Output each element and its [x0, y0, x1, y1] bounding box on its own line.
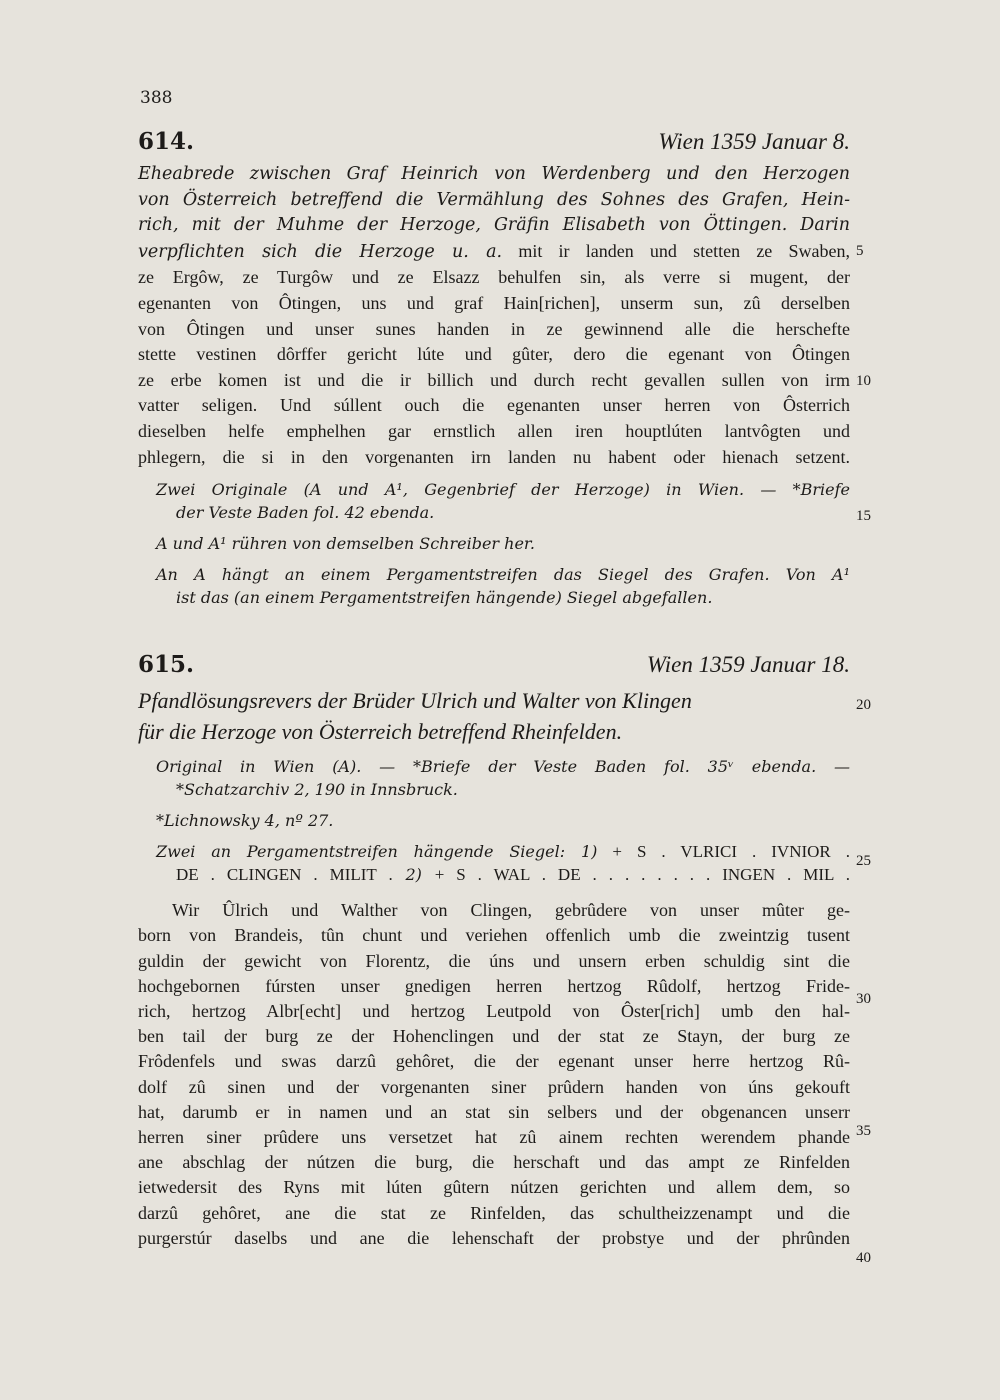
source-note: der Veste Baden fol. 42 ebenda. [176, 503, 435, 523]
margin-line-number: 40 [856, 1250, 871, 1266]
text-line: Wir Ûlrich und Walther von Clingen, gebrûdere von unser mûter ge- [172, 900, 850, 921]
seal-legend: + S . WAL . DE . . . . . . . . INGEN . MIL . [434, 865, 850, 885]
regest-line: von Österreich betreffend die Vermählung des Sohnes des Grafen, Hein- [138, 189, 850, 210]
text-line: purgerstúr daselbs und ane die lehenschaft der probstye und der phrûnden [138, 1227, 850, 1248]
text-line: darzû gehôret, ane die stat ze Rinfelden, das schultheizzenampt und die [138, 1202, 850, 1223]
text-line: vatter seligen. Und súllent ouch die egenanten unser herren von Ôsterrich [138, 395, 850, 416]
text-line: dolf zû sinen und der vorgenanten siner prûdern handen von úns gekouft [138, 1076, 850, 1097]
margin-line-number: 15 [856, 508, 871, 524]
text-line: Frôdenfels und swas darzû gehôret, die der egenant unser herre hertzog Rû- [138, 1051, 850, 1072]
text-line: ane abschlag der nútzen die burg, die herschaft und das ampt ze Rinfelden [138, 1152, 850, 1173]
text-line: ze Ergôw, ze Turgôw und ze Elsazz behulfen sin, als verre si mugent, der [138, 267, 850, 288]
scribe-note: A und A¹ rühren von demselben Schreiber her. [156, 534, 535, 554]
regest-line: Eheabrede zwischen Graf Heinrich von Werdenberg und den Herzogen [138, 164, 850, 184]
source-note: Zwei Originale (A und A¹, Gegenbrief der Herzoge) in Wien. — *Briefe [156, 480, 850, 500]
margin-line-number: 20 [856, 697, 871, 713]
literature-note: *Lichnowsky 4, nº 27. [156, 811, 334, 831]
entry-number: 614. [138, 128, 195, 155]
seal-intro: Zwei an Pergamentstreifen hängende Siegel: 1) [156, 842, 598, 862]
text-line: von Ôtingen und unser sunes handen in ze gewinnend alle die herschefte [138, 318, 850, 339]
seal-legend: + S . VLRICI . IVNIOR . [597, 842, 851, 862]
seal-note [138, 863, 850, 886]
seal-number: 2) [392, 865, 435, 885]
text-line: egenanten von Ôtingen, uns und graf Hain[richen], unserm sun, zû derselben [138, 292, 850, 313]
source-note: Original in Wien (A). — *Briefe der Veste Baden fol. 35ᵛ ebenda. — [156, 757, 850, 777]
margin-line-number: 30 [856, 991, 871, 1007]
text-line: hat, darumb er in namen und an stat sin selbers und der obgenancen unserr [138, 1101, 850, 1122]
entry-614-header [138, 128, 850, 162]
entry-614-regest [138, 162, 850, 239]
entry-number: 615. [138, 651, 195, 679]
entry-date: Wien 1359 Januar 8. [658, 129, 850, 154]
entry-615-text [138, 898, 850, 1251]
text-line: ietwedersit des Ryns mit lúten gûtern nútzen gerichten und allem dem, so [138, 1177, 850, 1198]
title-line: Pfandlösungsrevers der Brüder Ulrich und Walter von Klingen [138, 688, 692, 714]
seal-note: An A hängt an einem Pergamentstreifen das Siegel des Grafen. Von A¹ [156, 565, 850, 585]
entry-615-title [138, 685, 850, 747]
text-line: guldin der gewicht von Florentz, die úns und unsern erben schuldig sint die [138, 950, 850, 971]
entry-615-header [138, 651, 850, 685]
source-note: *Schatzarchiv 2, 190 in Innsbruck. [176, 780, 458, 800]
mixed-line [138, 239, 850, 266]
page-number: 388 [140, 88, 173, 108]
entry-615-notes [138, 755, 850, 886]
entry-date: Wien 1359 Januar 18. [646, 652, 850, 678]
page-content [138, 128, 850, 1251]
margin-line-number: 35 [856, 1123, 871, 1139]
text-line: ze erbe komen ist und die ir billich und durch recht gevallen sullen von irm [138, 369, 850, 390]
regest-line: rich, mit der Muhme der Herzoge, Gräfin Elisabeth von Öttingen. Darin [138, 215, 850, 236]
text-line: born von Brandeis, tûn chunt und veriehen offenlich umb die zweintzig tusent [138, 925, 850, 946]
text-start: mit ir landen und stetten ze Swaben, [502, 240, 850, 261]
text-line: stette vestinen dôrffer gericht lúte und gûter, dero die egenant von Ôtingen [138, 344, 850, 365]
regest-tail: verpflichten sich die Herzoge u. a. [138, 241, 503, 262]
text-line: hochgebornen fúrsten unser gnedigen herren hertzog Rûdolf, hertzog Fride- [138, 975, 850, 996]
entry-614-notes [138, 478, 850, 609]
margin-line-number: 25 [856, 853, 871, 869]
title-line: für die Herzoge von Österreich betreffend Rheinfelden. [138, 719, 623, 745]
seal-note [138, 840, 850, 863]
seal-note: ist das (an einem Pergamentstreifen hängende) Siegel abgefallen. [176, 588, 713, 608]
text-line: ben tail der burg ze der Hohenclingen und der stat ze Stayn, der burg ze [138, 1026, 850, 1047]
margin-line-number: 10 [856, 373, 871, 389]
margin-line-number: 5 [856, 243, 864, 259]
text-line: phlegern, die si in den vorgenanten irn landen nu habent oder hienach setzent. [138, 446, 850, 467]
text-line: herren siner prûdere uns versetzet hat zû ainem rechten werendem phande [138, 1126, 850, 1147]
text-line: dieselben helfe emphelhen gar ernstlich allen iren houptlúten lantvôgten und [138, 420, 850, 441]
text-line: rich, hertzog Albr[echt] und hertzog Leutpold von Ôster[rich] umb den hal- [138, 1000, 850, 1021]
seal-legend: DE . CLINGEN . MILIT . [176, 865, 393, 885]
